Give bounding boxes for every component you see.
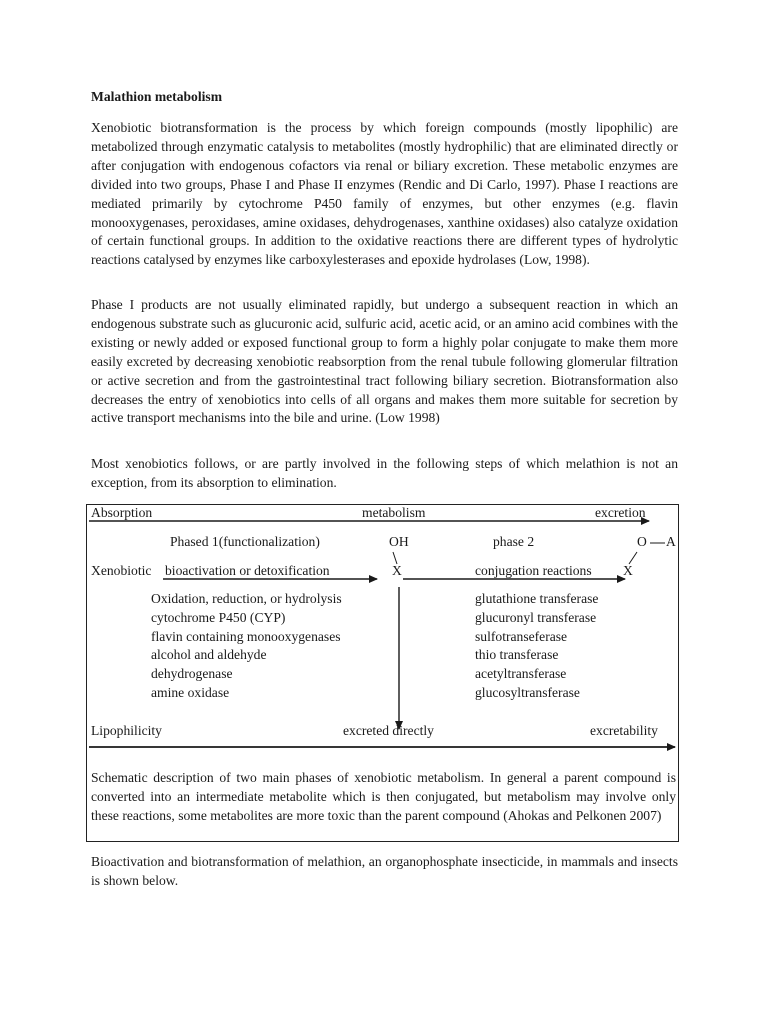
paragraph-phase1-products: Phase I products are not usually eliminated rapidly, but undergo a subsequent reaction in which an endogenous substrate such as glucuronic acid, sulfuric acid, acetic acid, or an amino acid combines with the existing or newly added or exposed functional group to form a highly polar conjugate to make them more easily excreted by decreasing xenobiotic reabsorption from the renal tubule following glomerular filtration or active secretion and from the gastrointestinal tract following biliary secretion. Biotransformation also decreases the entry of xenobiotics into cells of all organs and makes them more suitable for secretion by active transport mechanisms into the bile and urine. (Low 1998): [91, 297, 678, 426]
metabolism-schematic-figure: [86, 504, 679, 842]
excretability-label: excretability: [590, 723, 658, 738]
conjugation-label: conjugation reactions: [475, 563, 592, 578]
phase2-list-item: thio transferase: [475, 647, 559, 662]
phase1-list-item: Oxidation, reduction, or hydrolysis: [151, 591, 342, 606]
metabolism-label: metabolism: [362, 505, 426, 520]
section-title: Malathion metabolism: [91, 89, 223, 104]
phase1-label: Phased 1(functionalization): [170, 534, 320, 549]
paragraph-biotransformation: Xenobiotic biotransformation is the process by which foreign compounds (mostly lipophilic) are metabolized through enzymatic catalysis to metabolites (mostly hydrophilic) that are eliminated directly or after conjugation with endogenous cofactors via renal or biliary excretion. These metabolic enzymes are divided into two groups, Phase I and Phase II enzymes (Rendic and Di Carlo, 1997). Phase I reactions are mediated primarily by cytochrome P450 family of enzymes, but other enzymes (e.g. flavin monooxygenases, peroxidases, amine oxidases, dehydrogenases, xanthine oxidases) also catalyze oxidation of certain functional groups. In addition to the oxidative reactions there are different types of hydrolytic reactions catalysed by enzymes like carboxylesterases and epoxide hydrolases (Low, 1998).: [91, 120, 678, 268]
a-label: A: [666, 534, 676, 549]
oh-label: OH: [389, 534, 409, 549]
phase2-label: phase 2: [493, 534, 535, 549]
phase2-list-item: glucosyltransferase: [475, 685, 580, 700]
phase1-list-item: cytochrome P450 (CYP): [151, 610, 286, 625]
phase2-list-item: glucuronyl transferase: [475, 610, 597, 625]
phase2-list-item: acetyltransferase: [475, 666, 567, 681]
phase1-list-item: flavin containing monooxygenases: [151, 629, 341, 644]
excretion-label: excretion: [595, 505, 646, 520]
absorption-label: Absorption: [91, 505, 153, 520]
x-conjugate-label: X: [623, 563, 633, 578]
o-label: O: [637, 534, 647, 549]
phase2-list-item: sulfotranseferase: [475, 629, 568, 644]
paragraph-steps-intro: Most xenobiotics follows, or are partly involved in the following steps of which melathion is not an exception, from its absorption to elimination.: [91, 456, 678, 490]
xenobiotic-label: Xenobiotic: [91, 563, 152, 578]
lipophilicity-label: Lipophilicity: [91, 723, 162, 738]
figure-caption: Schematic description of two main phases of xenobiotic metabolism. In general a parent compound is converted into an intermediate metabolite which is then conjugated, but metabolism may involve only these reactions, some metabolites are more toxic than the parent compound (Ahokas and Pelkonen 2007): [91, 770, 676, 823]
phase1-list-item: dehydrogenase: [151, 666, 233, 681]
phase1-list-item: amine oxidase: [151, 685, 230, 700]
bioactivation-label: bioactivation or detoxification: [165, 563, 330, 578]
excreted-directly-label: excreted directly: [343, 723, 434, 738]
phase2-list-item: glutathione transferase: [475, 591, 599, 606]
x-intermediate-label: X: [392, 563, 402, 578]
paragraph-melathion-bioactivation: Bioactivation and biotransformation of melathion, an organophosphate insecticide, in mammals and insects is shown below.: [91, 854, 678, 888]
phase1-list-item: alcohol and aldehyde: [151, 647, 267, 662]
